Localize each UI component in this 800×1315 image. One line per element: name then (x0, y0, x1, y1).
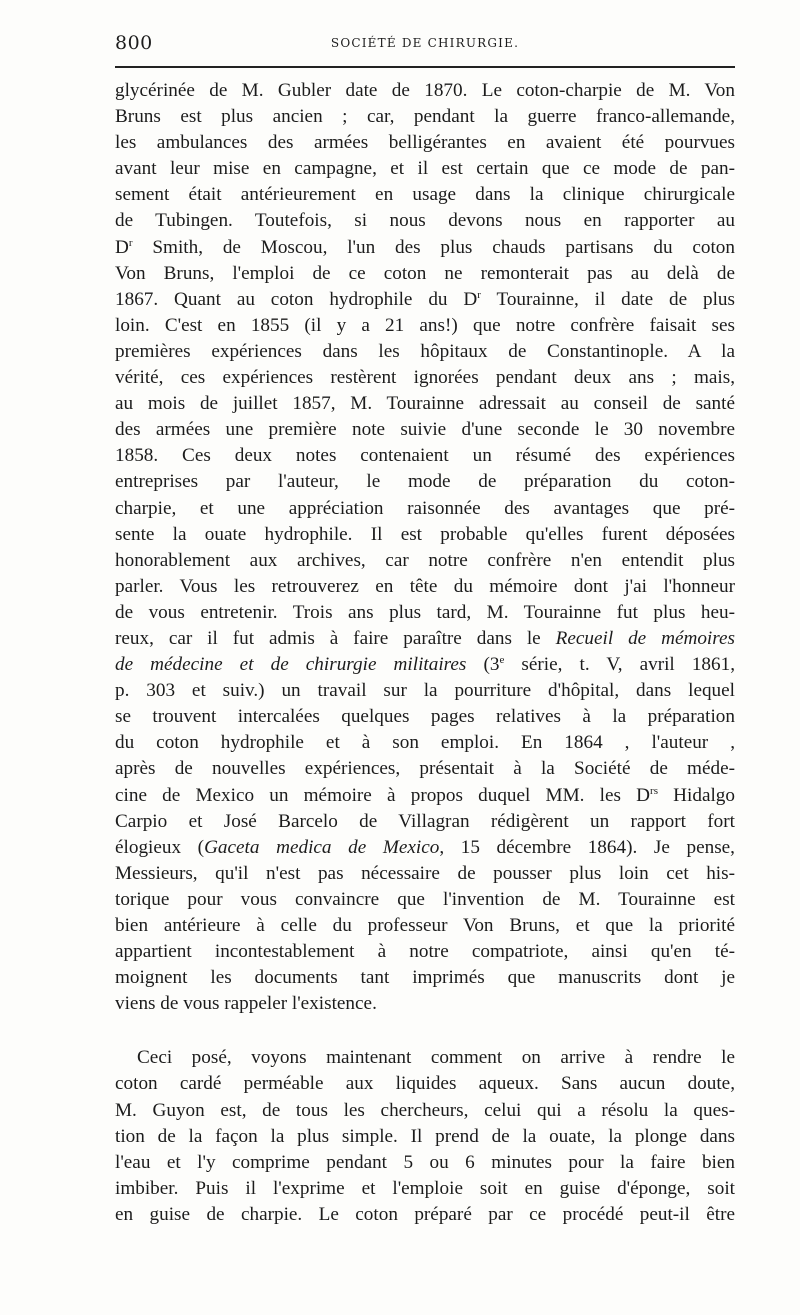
text-line: 1858. Ces deux notes contenaient un résumé des expériences (115, 445, 735, 467)
text-line: se trouvent intercalées quelques pages relatives à la préparation (115, 706, 735, 728)
text-line: glycérinée de M. Gubler date de 1870. Le coton-charpie de M. Von (115, 80, 735, 101)
text-line: coton cardé perméable aux liquides aqueux. Sans aucun doute, (115, 1073, 735, 1095)
page-header (115, 32, 735, 56)
text-line: torique pour vous convaincre que l'invention de M. Tourainne est (115, 888, 735, 910)
text-line: $D^r$ Smith, de Moscou, l'un des plus chauds partisans du coton (115, 236, 735, 258)
text-line: imbiber. Puis il l'exprime et l'emploie soit en guise d'éponge, soit (115, 1177, 735, 1199)
text-line: moignent les documents tant imprimés que manuscrits dont je (115, 967, 735, 989)
text-line: au mois de juillet 1857, M. Tourainne adressait au conseil de santé (115, 393, 735, 415)
text-line: élogieux (Gaceta medica de Mexico, 15 décembre 1864). Je pense, (115, 836, 735, 858)
page-number: 800 (115, 32, 153, 54)
paragraph-gap (115, 1017, 735, 1045)
text-line: l'eau et l'y comprime pendant 5 ou 6 minutes pour la faire bien (115, 1151, 735, 1173)
text-line: en guise de charpie. Le coton préparé par ce procédé peut-il être (115, 1203, 735, 1225)
text-line: Carpio et José Barcelo de Villagran rédigèrent un rapport fort (115, 810, 735, 832)
text-line: Bruns est plus ancien ; car, pendant la guerre franco-allemande, (115, 106, 735, 128)
text-line: reux, car il fut admis à faire paraître dans le Recueil de mémoires (115, 627, 735, 649)
text-line: bien antérieure à celle du professeur Von Bruns, et que la priorité (115, 915, 735, 936)
text-line: loin. C'est en 1855 (il y a 21 ans!) que notre confrère faisait ses (115, 314, 735, 336)
text-line: sement était antérieurement en usage dans la clinique chirurgicale (115, 184, 735, 206)
text-line: vérité, ces expériences restèrent ignorées pendant deux ans ; mais, (115, 367, 735, 389)
text-line: tion de la façon la plus simple. Il prend de la ouate, la plonge dans (115, 1125, 735, 1147)
running-title: SOCIÉTÉ DE CHIRURGIE. (330, 36, 520, 50)
text-line: des armées une première note suivie d'une seconde le 30 novembre (115, 419, 735, 441)
text-line: de Tubingen. Toutefois, si nous devons nous en rapporter au (115, 210, 735, 232)
text-line: du coton hydrophile et à son emploi. En 1864 , l'auteur , (115, 732, 735, 754)
journal-title: Gaceta medica de Mexico (204, 836, 440, 858)
text-line: les ambulances des armées belligérantes en avaient été pourvues (115, 132, 735, 154)
body-text (115, 78, 735, 1228)
text-line: p. 303 et suiv.) un travail sur la pourriture d'hôpital, dans lequel (115, 680, 735, 702)
text-line: M. Guyon est, de tous les chercheurs, celui qui a résolu la ques- (115, 1099, 735, 1121)
journal-title: de médecine et de chirurgie militaires (115, 654, 467, 676)
text-line: avant leur mise en campagne, et il est certain que ce mode de pan- (115, 158, 735, 180)
text-line: entreprises par l'auteur, le mode de préparation du coton- (115, 471, 735, 493)
text-line: charpie, et une appréciation raisonnée des avantages que pré- (115, 497, 735, 519)
text-line: 1867. Quant au coton hydrophile du $D^r$ Tourainne, il date de plus (115, 288, 735, 310)
text-line: de vous entretenir. Trois ans plus tard, M. Tourainne fut plus heu- (115, 601, 735, 623)
text-line: Ceci posé, voyons maintenant comment on arrive à rendre le (137, 1047, 735, 1069)
text-line: parler. Vous les retrouverez en tête du mémoire dont j'ai l'honneur (115, 575, 735, 597)
text-line: après de nouvelles expériences, présentait à la Société de méde- (115, 758, 735, 780)
text-line: cine de Mexico un mémoire à propos duquel MM. les $D^{rs}$ Hidalgo (115, 784, 735, 806)
journal-title: Recueil de mémoires (555, 627, 735, 649)
header-rule (115, 66, 735, 68)
text-line: premières expériences dans les hôpitaux de Constantinople. A la (115, 340, 735, 362)
text-line: de médecine et de chirurgie militaires (3e série, t. V, avril 1861, (115, 654, 735, 676)
text-line: viens de vous rappeler l'existence. (115, 993, 377, 1015)
text-line: Von Bruns, l'emploi de ce coton ne remonterait pas au delà de (115, 262, 735, 284)
text-line: sente la ouate hydrophile. Il est probable qu'elles furent déposées (115, 523, 735, 545)
text-line: honorablement aux archives, car notre confrère n'en entendit plus (115, 549, 735, 571)
text-line: appartient incontestablement à notre compatriote, ainsi qu'en té- (115, 941, 735, 963)
text-line: Messieurs, qu'il n'est pas nécessaire de pousser plus loin cet his- (115, 862, 735, 884)
